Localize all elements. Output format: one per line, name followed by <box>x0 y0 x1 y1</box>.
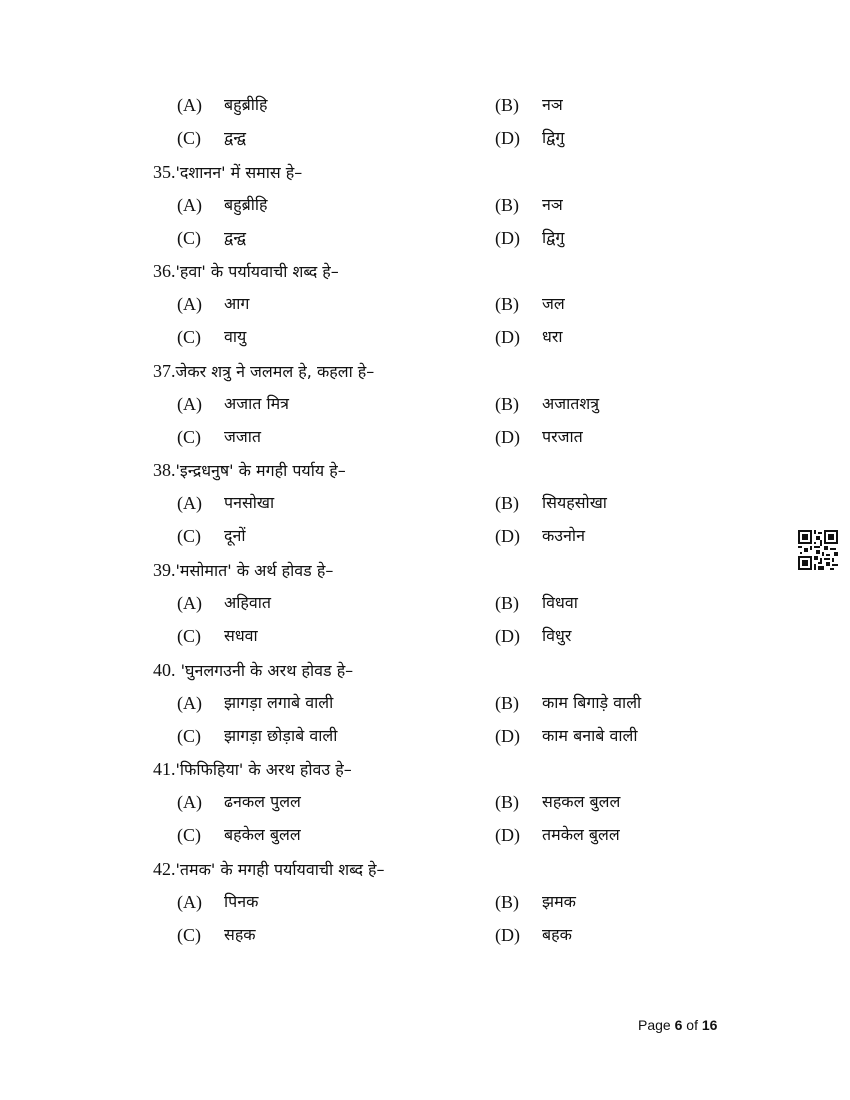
option-text: जजात <box>224 427 262 446</box>
option-text: सहक <box>224 925 256 944</box>
question-number: 37. <box>153 361 176 381</box>
question-text: 'हवा' के पर्यायवाची शब्द हे– <box>175 262 339 281</box>
option-text: द्वन्द्व <box>224 128 246 147</box>
of-word: of <box>682 1017 702 1033</box>
option-label: (D) <box>495 327 520 347</box>
option-label: (D) <box>495 526 520 546</box>
question-text: 'मसोमात' के अर्थ होवड हे– <box>175 561 334 580</box>
option-text: झमक <box>542 892 576 911</box>
option-label: (A) <box>177 593 202 613</box>
option-text: विधुर <box>542 626 572 645</box>
option-label: (D) <box>495 228 520 248</box>
option-label: (D) <box>495 925 520 945</box>
total-pages: 16 <box>701 1017 718 1033</box>
option-text: झागड़ा लगाबे वाली <box>224 693 334 712</box>
option-text: द्वन्द्व <box>224 228 246 247</box>
page-footer <box>638 1014 717 1036</box>
option-text: धरा <box>542 327 563 346</box>
page-word: Page <box>638 1017 675 1033</box>
question-stem <box>153 754 352 784</box>
option-text: तमकेल बुलल <box>542 825 620 844</box>
question-stem <box>153 555 333 585</box>
option-text: अजातशत्रु <box>542 394 600 413</box>
question-text: 'घुनलगउनी के अरथ होवड हे– <box>175 661 354 680</box>
option-text: काम बिगाड़े वाली <box>542 693 642 712</box>
option-label: (C) <box>177 726 201 746</box>
option-text: ढनकल पुलल <box>224 792 301 811</box>
option-label: (D) <box>495 128 520 148</box>
option-label: (A) <box>177 693 202 713</box>
option-text: सहकल बुलल <box>542 792 621 811</box>
option-text: कउनोन <box>542 526 585 545</box>
question-number: 40. <box>153 660 176 680</box>
current-page-number: 6 <box>674 1017 683 1033</box>
option-label: (A) <box>177 95 202 115</box>
option-text: विधवा <box>542 593 578 612</box>
option-label: (B) <box>495 892 519 912</box>
option-label: (B) <box>495 195 519 215</box>
option-label: (D) <box>495 726 520 746</box>
question-number: 41. <box>153 759 176 779</box>
option-text: दूनों <box>224 526 246 545</box>
question-text: 'इन्द्रधनुष' के मगही पर्याय हे– <box>175 461 346 480</box>
option-text: बहक <box>542 925 572 944</box>
option-label: (D) <box>495 825 520 845</box>
option-text: अहिवात <box>224 593 272 612</box>
question-stem <box>153 356 374 386</box>
question-stem <box>153 157 302 187</box>
question-text: 'दशानन' में समास हे– <box>175 163 303 182</box>
question-number: 35. <box>153 162 176 182</box>
option-text: सधवा <box>224 626 258 645</box>
option-label: (C) <box>177 526 201 546</box>
option-text: द्विगु <box>542 228 565 247</box>
option-text: बहुब्रीहि <box>224 195 268 214</box>
question-text: 'तमक' के मगही पर्यायवाची शब्द हे– <box>175 860 385 879</box>
option-label: (C) <box>177 228 201 248</box>
option-label: (B) <box>495 693 519 713</box>
option-label: (B) <box>495 493 519 513</box>
option-text: आग <box>224 294 250 313</box>
option-label: (B) <box>495 294 519 314</box>
qr-code <box>798 530 838 570</box>
question-stem <box>153 655 353 685</box>
option-text: पिनक <box>224 892 259 911</box>
option-text: काम बनाबे वाली <box>542 726 638 745</box>
option-label: (D) <box>495 427 520 447</box>
option-label: (A) <box>177 792 202 812</box>
option-text: झागड़ा छोड़ाबे वाली <box>224 726 338 745</box>
option-text: अजात मित्र <box>224 394 289 413</box>
option-text: बहकेल बुलल <box>224 825 301 844</box>
question-stem <box>153 854 385 884</box>
option-text: नञ <box>542 95 563 114</box>
option-text: जल <box>542 294 565 313</box>
option-label: (C) <box>177 825 201 845</box>
option-text: द्विगु <box>542 128 565 147</box>
option-label: (B) <box>495 394 519 414</box>
option-label: (D) <box>495 626 520 646</box>
option-label: (C) <box>177 626 201 646</box>
question-number: 42. <box>153 859 176 879</box>
option-label: (A) <box>177 294 202 314</box>
option-label: (A) <box>177 493 202 513</box>
option-text: पनसोखा <box>224 493 275 512</box>
question-text: 'फिफिहिया' के अरथ होवउ हे– <box>175 760 352 779</box>
option-text: वायु <box>224 327 247 346</box>
option-label: (C) <box>177 327 201 347</box>
option-label: (C) <box>177 128 201 148</box>
question-stem <box>153 256 339 286</box>
question-number: 36. <box>153 261 176 281</box>
option-label: (C) <box>177 427 201 447</box>
question-number: 38. <box>153 460 176 480</box>
option-label: (B) <box>495 95 519 115</box>
question-text: जेकर शत्रु ने जलमल हे, कहला हे– <box>175 362 375 381</box>
option-label: (B) <box>495 593 519 613</box>
option-label: (B) <box>495 792 519 812</box>
option-label: (A) <box>177 892 202 912</box>
option-label: (A) <box>177 195 202 215</box>
question-number: 39. <box>153 560 176 580</box>
question-stem <box>153 455 346 485</box>
option-text: नञ <box>542 195 563 214</box>
option-label: (C) <box>177 925 201 945</box>
option-text: बहुब्रीहि <box>224 95 268 114</box>
option-text: परजात <box>542 427 583 446</box>
option-text: सियहसोखा <box>542 493 607 512</box>
option-label: (A) <box>177 394 202 414</box>
